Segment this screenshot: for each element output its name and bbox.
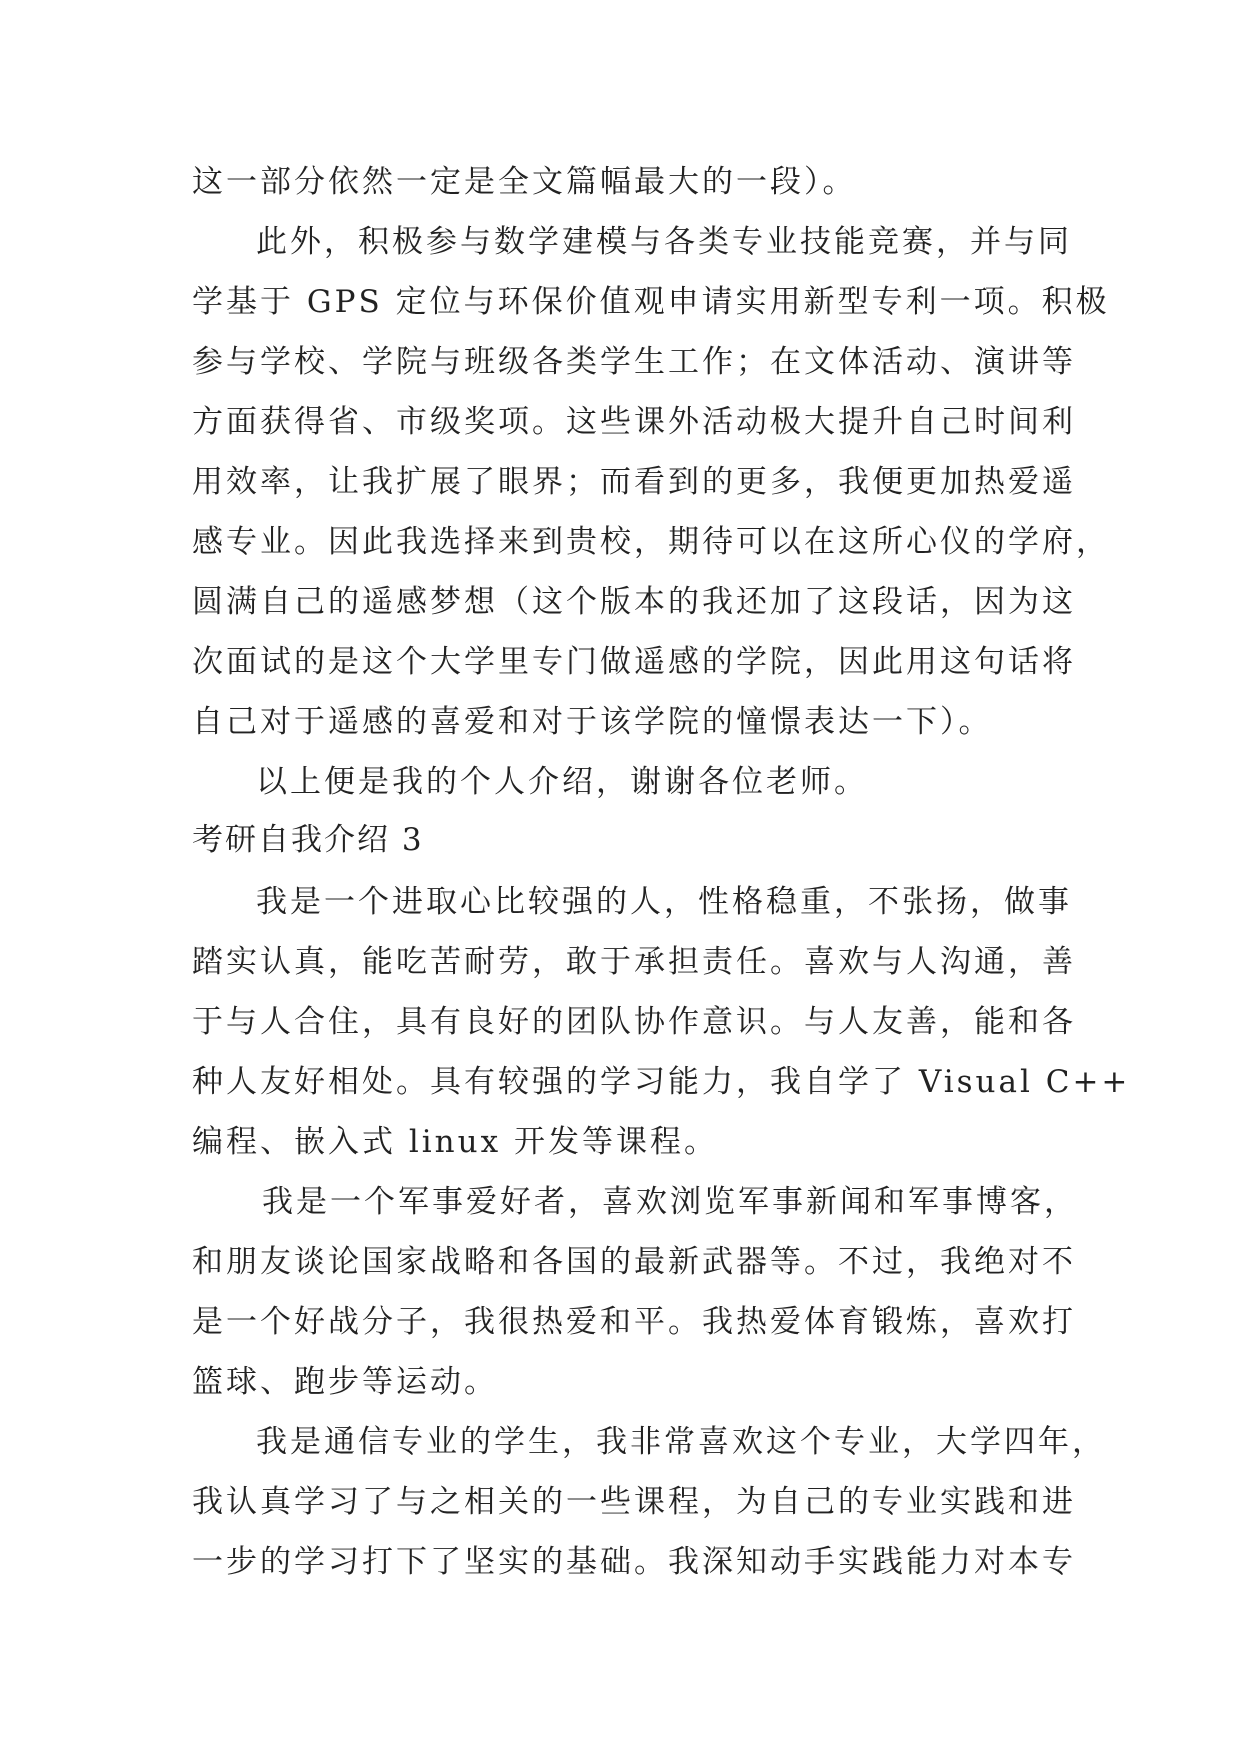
section-heading: 考研自我介绍 3: [192, 822, 424, 858]
text-line: 于与人合住，具有良好的团队协作意识。与人友善，能和各: [192, 1004, 1076, 1040]
text-line: 用效率，让我扩展了眼界；而看到的更多，我便更加热爱遥: [192, 464, 1076, 500]
paragraph-start-line: 我是一个军事爱好者，喜欢浏览军事新闻和军事博客，: [262, 1184, 1078, 1220]
text-line: 这一部分依然一定是全文篇幅最大的一段）。: [192, 164, 857, 200]
paragraph-start-line: 以上便是我的个人介绍，谢谢各位老师。: [256, 764, 868, 800]
paragraph-start-line: 我是通信专业的学生，我非常喜欢这个专业，大学四年，: [256, 1424, 1106, 1460]
text-line: 踏实认真，能吃苦耐劳，敢于承担责任。喜欢与人沟通，善: [192, 944, 1076, 980]
paragraph-start-line: 我是一个进取心比较强的人，性格稳重，不张扬，做事: [256, 884, 1072, 920]
text-line: 方面获得省、市级奖项。这些课外活动极大提升自己时间利: [192, 404, 1076, 440]
text-line: 学基于 GPS 定位与环保价值观申请实用新型专利一项。积极: [192, 284, 1110, 320]
text-line: 次面试的是这个大学里专门做遥感的学院，因此用这句话将: [192, 644, 1076, 680]
text-line: 一步的学习打下了坚实的基础。我深知动手实践能力对本专: [192, 1544, 1076, 1580]
text-line: 参与学校、学院与班级各类学生工作；在文体活动、演讲等: [192, 344, 1076, 380]
text-line: 种人友好相处。具有较强的学习能力，我自学了 Visual C++: [192, 1064, 1131, 1100]
text-line: 和朋友谈论国家战略和各国的最新武器等。不过，我绝对不: [192, 1244, 1076, 1280]
text-line: 自己对于遥感的喜爱和对于该学院的憧憬表达一下）。: [192, 704, 993, 740]
text-line: 是一个好战分子，我很热爱和平。我热爱体育锻炼，喜欢打: [192, 1304, 1076, 1340]
text-line: 圆满自己的遥感梦想（这个版本的我还加了这段话，因为这: [192, 584, 1076, 620]
paragraph-start-line: 此外，积极参与数学建模与各类专业技能竞赛，并与同: [256, 224, 1072, 260]
text-line: 编程、嵌入式 linux 开发等课程。: [192, 1124, 718, 1160]
text-line: 篮球、跑步等运动。: [192, 1364, 498, 1400]
text-line: 我认真学习了与之相关的一些课程，为自己的专业实践和进: [192, 1484, 1076, 1520]
text-line: 感专业。因此我选择来到贵校，期待可以在这所心仪的学府，: [192, 524, 1110, 560]
